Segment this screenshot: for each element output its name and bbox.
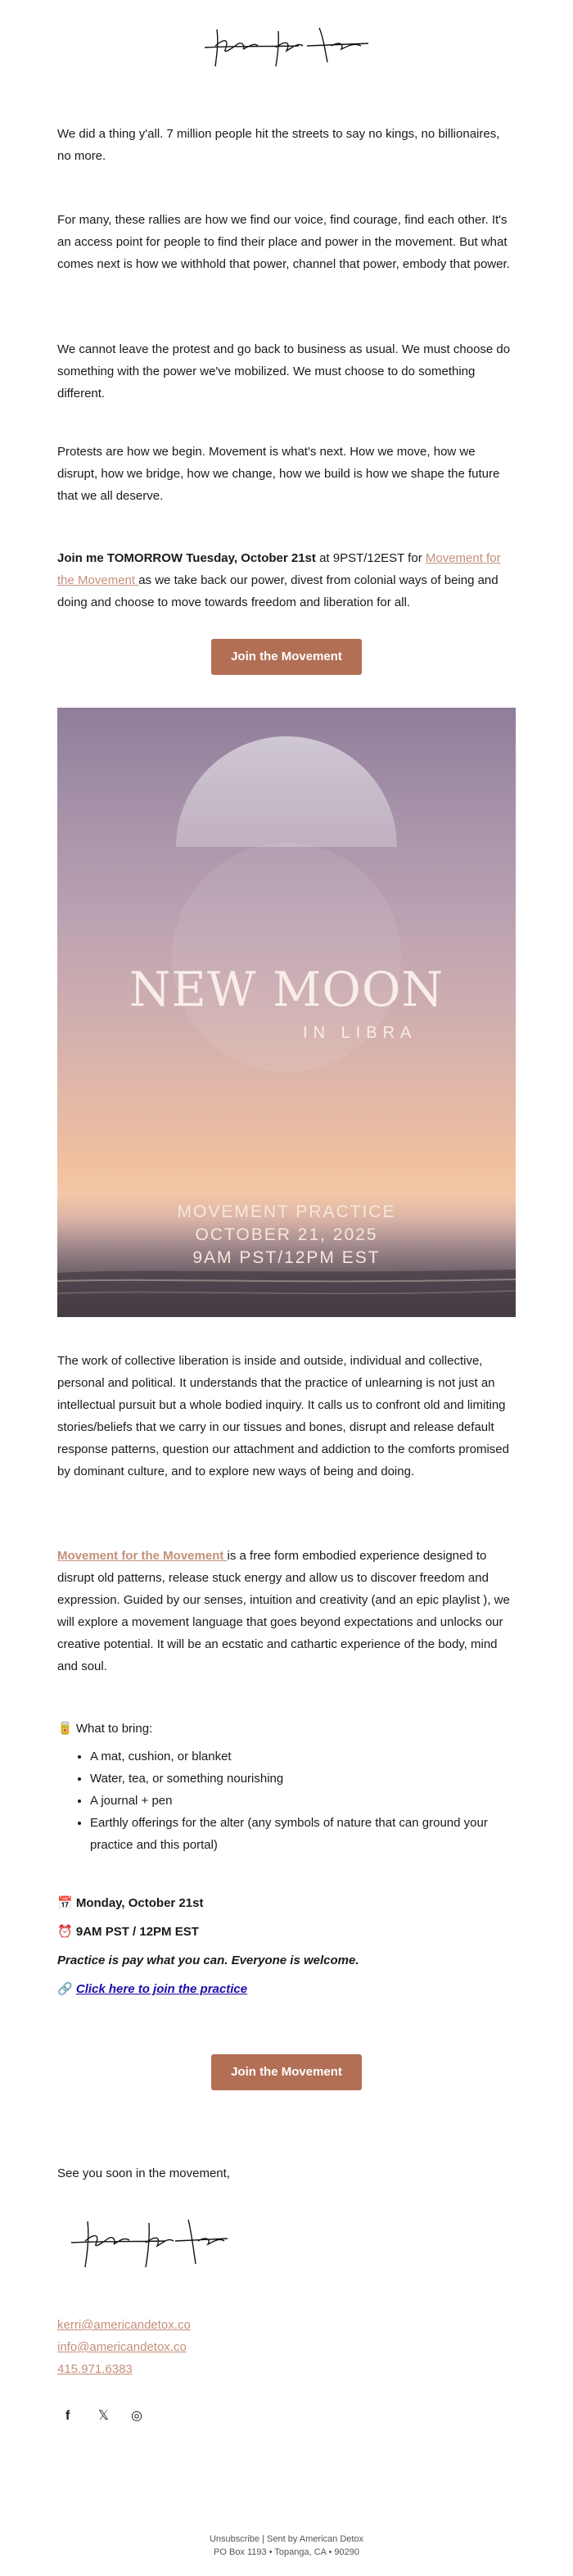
- closing-line: See you soon in the movement,: [57, 2166, 230, 2180]
- invite-bold: Join me TOMORROW Tuesday, October 21st: [57, 551, 316, 565]
- bring-list: [57, 1745, 516, 1856]
- movement-link-2[interactable]: Movement for the Movement: [57, 1549, 228, 1563]
- signature-image: [67, 2212, 231, 2277]
- time-line: [57, 1921, 516, 1943]
- hero-line-date: OCTOBER 21, 2025: [195, 1225, 378, 1244]
- bring-title: What to bring:: [75, 1722, 153, 1736]
- list-item: • A journal + pen: [90, 1790, 516, 1812]
- alarm-clock-icon: ⏰: [57, 1925, 73, 1939]
- date-line: [57, 1892, 516, 1914]
- instagram-icon[interactable]: ◎: [131, 2409, 142, 2423]
- signature-logo: [201, 21, 372, 70]
- movement-link[interactable]: Movement for the Movement: [57, 551, 501, 587]
- hero-subtitle: IN LIBRA: [303, 1024, 417, 1042]
- email-kerri-link[interactable]: kerri@americandetox.co: [57, 2318, 191, 2332]
- movement-paragraph: Protests are how we begin. Movement is what's next. How we move, how we disrupt, how we bridge, how we change, how we build is how we shape the future that we all deserve.: [57, 445, 500, 503]
- liberation-paragraph: The work of collective liberation is inside and outside, individual and collective, personal and political. It understands that the practice of unlearning is not just an intellectual pursuit but a whole bodied inquiry. It calls us to confront old and limiting stories/beliefs that we carry in our tissues and bones, disrupt and release default response patterns, question our attachment and addiction to the comforts promised by dominant culture, and to explore new ways of being and doing.: [57, 1354, 509, 1478]
- list-item: • Earthly offerings for the alter (any symbols of nature that can ground your practice and this portal): [90, 1812, 516, 1856]
- calendar-icon: 📅: [57, 1896, 73, 1910]
- join-movement-button[interactable]: Join the Movement: [211, 639, 362, 675]
- hero-line-practice: MOVEMENT PRACTICE: [177, 1202, 396, 1221]
- pay-line: [57, 1949, 516, 1972]
- list-item: • Water, tea, or something nourishing: [90, 1768, 516, 1790]
- intro-paragraph: We did a thing y'all. 7 million people hit the streets to say no kings, no billionaires, no more.: [57, 127, 500, 163]
- hero-line-time: 9AM PST/12PM EST: [192, 1248, 381, 1267]
- join-practice-link[interactable]: Click here to join the practice: [75, 1982, 248, 1996]
- footer-unsubscribe-line[interactable]: Unsubscribe | Sent by American Detox: [209, 2534, 364, 2544]
- water-bottle-icon: 🥫: [57, 1722, 73, 1736]
- description-rest: is a free form embodied experience designed to disrupt old patterns, release stuck energy and allow us to discover freedom and expression. Guided by our senses, intuition and creativity (and an epic playlist ), we will explore a movement language that goes beyond expectations and unlocks our creative potential. It will be an ecstatic and cathartic experience of the body, mind and soul.: [57, 1549, 510, 1673]
- footer-address-line: PO Box 1193 • Topanga, CA • 90290: [214, 2547, 359, 2557]
- date-text: Monday, October 21st: [75, 1896, 204, 1910]
- list-item: • A mat, cushion, or blanket: [90, 1745, 516, 1768]
- email-info-link[interactable]: info@americandetox.co: [57, 2340, 187, 2354]
- invite-paragraph: [57, 547, 516, 613]
- invite-mid: at 9PST/12EST for: [315, 551, 426, 565]
- facebook-icon[interactable]: f: [65, 2409, 70, 2423]
- protest-paragraph: We cannot leave the protest and go back to business as usual. We must choose do something with the power we've mobilized. We must choose to do something different.: [57, 342, 511, 401]
- phone-link[interactable]: 415.971.6383: [57, 2362, 133, 2376]
- description-paragraph: [57, 1545, 516, 1677]
- pay-text: Practice is pay what you can. Everyone is welcome.: [57, 1954, 359, 1967]
- hero-title: NEW MOON: [129, 962, 444, 1017]
- join-line: [57, 1978, 516, 2000]
- time-text: 9AM PST / 12PM EST: [75, 1925, 199, 1939]
- join-movement-button-2[interactable]: Join the Movement: [211, 2054, 362, 2090]
- rallies-paragraph: For many, these rallies are how we find our voice, find courage, find each other. It's an access point for people to find their place and power in the movement. But what comes next is how we withhold that power, channel that power, embody that power.: [57, 213, 510, 271]
- link-icon: 🔗: [57, 1982, 73, 1996]
- new-moon-hero-image: [57, 708, 516, 1317]
- twitter-icon[interactable]: 𝕏: [98, 2409, 109, 2423]
- bring-heading: [57, 1718, 516, 1740]
- invite-rest: as we take back our power, divest from colonial ways of being and doing and choose to move towards freedom and liberation for all.: [57, 573, 499, 609]
